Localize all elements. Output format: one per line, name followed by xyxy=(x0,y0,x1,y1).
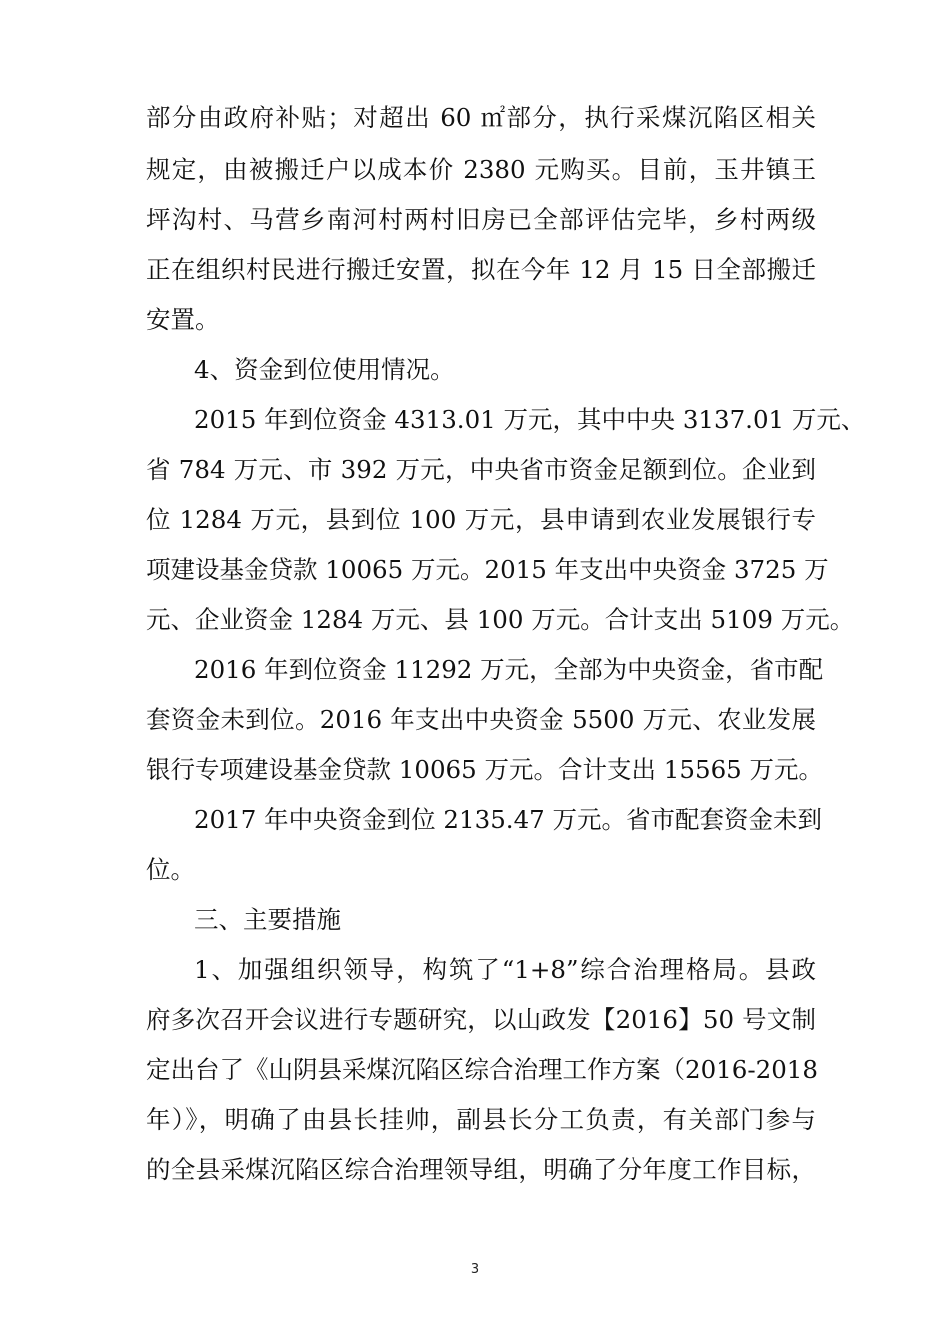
body-text-line: 省 784 万元、市 392 万元，中央省市资金足额到位。企业到 xyxy=(146,455,816,484)
section-heading: 三、主要措施 xyxy=(194,905,341,934)
body-text-line: 元、企业资金 1284 万元、县 100 万元。合计支出 5109 万元。 xyxy=(146,605,855,634)
body-text-line: 定出台了《山阴县采煤沉陷区综合治理工作方案（2016-2018 xyxy=(146,1055,818,1084)
body-text-line: 规定，由被搬迁户以成本价 2380 元购买。目前，玉井镇王 xyxy=(146,155,816,184)
body-text-line: 项建设基金贷款 10065 万元。2015 年支出中央资金 3725 万 xyxy=(146,555,829,584)
body-text-line: 部分由政府补贴；对超出 60 ㎡部分，执行采煤沉陷区相关 xyxy=(146,103,816,132)
subsection-heading: 4、资金到位使用情况。 xyxy=(194,355,455,384)
body-text-line: 安置。 xyxy=(146,305,220,334)
page-number: 3 xyxy=(470,1262,480,1277)
body-text-line: 2015 年到位资金 4313.01 万元，其中中央 3137.01 万元、 xyxy=(194,405,866,434)
body-text-line: 2017 年中央资金到位 2135.47 万元。省市配套资金未到 xyxy=(194,805,823,834)
body-text-line: 年）》，明确了由县长挂帅，副县长分工负责，有关部门参与 xyxy=(146,1105,816,1134)
body-text-line: 套资金未到位。2016 年支出中央资金 5500 万元、农业发展 xyxy=(146,705,816,734)
body-text-line: 位。 xyxy=(146,855,195,884)
body-text-line: 2016 年到位资金 11292 万元，全部为中央资金，省市配 xyxy=(194,655,824,684)
body-text-line: 的全县采煤沉陷区综合治理领导组，明确了分年度工作目标， xyxy=(146,1155,816,1184)
body-text-line: 位 1284 万元，县到位 100 万元，县申请到农业发展银行专 xyxy=(146,505,816,534)
body-text-line: 1、加强组织领导，构筑了“1+8”综合治理格局。县政 xyxy=(194,955,816,984)
body-text-line: 府多次召开会议进行专题研究，以山政发【2016】50 号文制 xyxy=(146,1005,816,1034)
body-text-line: 坪沟村、马营乡南河村两村旧房已全部评估完毕，乡村两级 xyxy=(146,205,816,234)
body-text-line: 银行专项建设基金贷款 10065 万元。合计支出 15565 万元。 xyxy=(146,755,824,784)
body-text-line: 正在组织村民进行搬迁安置，拟在今年 12 月 15 日全部搬迁 xyxy=(146,255,816,284)
